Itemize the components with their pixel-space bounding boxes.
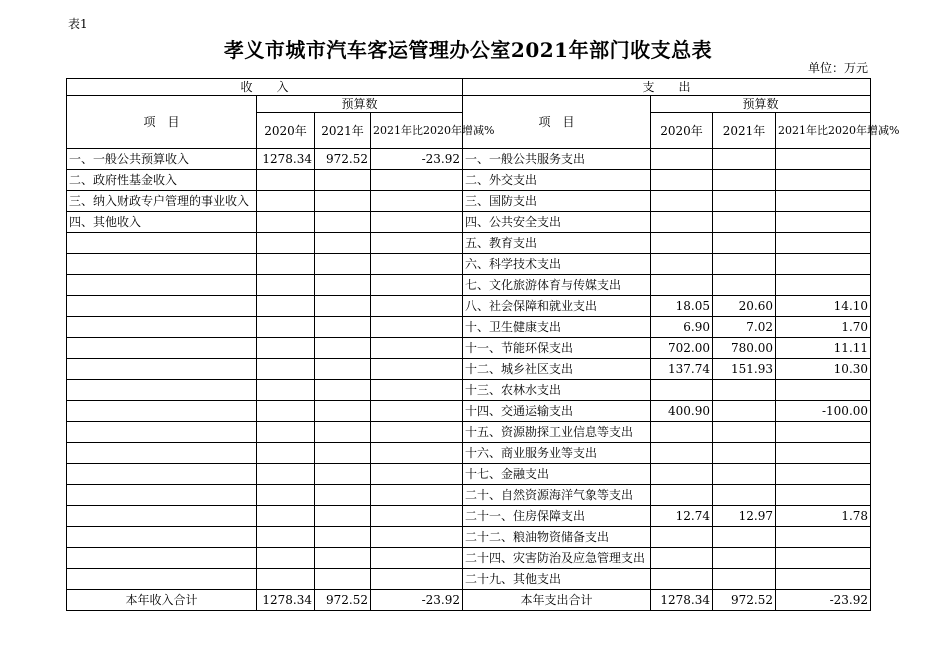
income-2020-cell bbox=[257, 191, 315, 212]
income-2020-cell bbox=[257, 569, 315, 590]
table-row bbox=[67, 527, 871, 548]
expense-2020-cell bbox=[651, 485, 713, 506]
expense-2021-cell bbox=[713, 149, 776, 170]
income-2021-cell bbox=[315, 422, 371, 443]
income-2020-cell bbox=[257, 485, 315, 506]
income-total-label: 本年收入合计 bbox=[67, 590, 257, 611]
expense-2021-cell bbox=[713, 233, 776, 254]
income-item-cell bbox=[67, 296, 257, 317]
expense-item-cell: 二十四、灾害防治及应急管理支出 bbox=[463, 548, 651, 569]
income-2021-cell bbox=[315, 527, 371, 548]
expense-change-cell bbox=[776, 170, 871, 191]
expense-2020-cell bbox=[651, 569, 713, 590]
expense-2021-cell bbox=[713, 485, 776, 506]
income-2020-cell bbox=[257, 443, 315, 464]
table-row bbox=[67, 380, 871, 401]
table-row bbox=[67, 338, 871, 359]
income-change-cell bbox=[371, 296, 463, 317]
expense-2020-cell: 6.90 bbox=[651, 317, 713, 338]
income-total-2020: 1278.34 bbox=[257, 590, 315, 611]
income-2021-cell bbox=[315, 485, 371, 506]
income-item-cell bbox=[67, 527, 257, 548]
totals-row bbox=[67, 590, 871, 611]
income-2020-cell bbox=[257, 212, 315, 233]
income-2020-cell bbox=[257, 296, 315, 317]
income-2021-cell bbox=[315, 233, 371, 254]
income-2021-cell bbox=[315, 170, 371, 191]
expense-change-cell bbox=[776, 422, 871, 443]
expense-2021-cell bbox=[713, 191, 776, 212]
income-change-cell bbox=[371, 380, 463, 401]
expense-item-cell: 三、国防支出 bbox=[463, 191, 651, 212]
income-2020-cell bbox=[257, 380, 315, 401]
income-change-cell bbox=[371, 359, 463, 380]
income-change-cell bbox=[371, 233, 463, 254]
income-2020-cell: 1278.34 bbox=[257, 149, 315, 170]
expense-total-label: 本年支出合计 bbox=[463, 590, 651, 611]
income-item-cell bbox=[67, 548, 257, 569]
expense-item-cell: 一、一般公共服务支出 bbox=[463, 149, 651, 170]
expense-2020-cell bbox=[651, 443, 713, 464]
expense-change-cell: 11.11 bbox=[776, 338, 871, 359]
expense-change-cell bbox=[776, 254, 871, 275]
table-row bbox=[67, 506, 871, 527]
expense-change-cell bbox=[776, 191, 871, 212]
income-item-cell bbox=[67, 254, 257, 275]
income-2021-cell: 972.52 bbox=[315, 149, 371, 170]
expense-2020-cell: 12.74 bbox=[651, 506, 713, 527]
expense-2020-cell bbox=[651, 254, 713, 275]
expense-total-2021: 972.52 bbox=[713, 590, 776, 611]
table-row bbox=[67, 212, 871, 233]
table-row bbox=[67, 170, 871, 191]
income-2021-cell bbox=[315, 338, 371, 359]
table-row bbox=[67, 401, 871, 422]
expense-2021-cell bbox=[713, 401, 776, 422]
table-row bbox=[67, 422, 871, 443]
income-total-2021: 972.52 bbox=[315, 590, 371, 611]
income-item-cell bbox=[67, 506, 257, 527]
income-change-cell bbox=[371, 485, 463, 506]
income-change-cell bbox=[371, 464, 463, 485]
expense-item-cell: 二十一、住房保障支出 bbox=[463, 506, 651, 527]
income-item-cell bbox=[67, 569, 257, 590]
table-row bbox=[67, 296, 871, 317]
table-row bbox=[67, 233, 871, 254]
income-section-header: 收 入 bbox=[67, 79, 463, 96]
expense-2021-cell bbox=[713, 464, 776, 485]
expense-2021-cell: 20.60 bbox=[713, 296, 776, 317]
income-item-cell: 三、纳入财政专户管理的事业收入 bbox=[67, 191, 257, 212]
expense-total-2020: 1278.34 bbox=[651, 590, 713, 611]
expense-item-cell: 六、科学技术支出 bbox=[463, 254, 651, 275]
income-item-cell bbox=[67, 464, 257, 485]
expense-2021-cell: 780.00 bbox=[713, 338, 776, 359]
expense-change-cell bbox=[776, 149, 871, 170]
expense-2020-cell: 702.00 bbox=[651, 338, 713, 359]
income-item-cell bbox=[67, 317, 257, 338]
expense-2020-cell bbox=[651, 422, 713, 443]
expense-change-cell bbox=[776, 275, 871, 296]
income-2020-cell bbox=[257, 254, 315, 275]
expense-change-cell bbox=[776, 485, 871, 506]
expense-item-cell: 二、外交支出 bbox=[463, 170, 651, 191]
expense-2021-header: 2021年 bbox=[713, 113, 776, 149]
expense-2021-cell bbox=[713, 443, 776, 464]
expense-item-cell: 十四、交通运输支出 bbox=[463, 401, 651, 422]
income-total-change: -23.92 bbox=[371, 590, 463, 611]
expense-change-cell bbox=[776, 569, 871, 590]
income-2020-cell bbox=[257, 401, 315, 422]
expense-2020-cell bbox=[651, 191, 713, 212]
income-2021-cell bbox=[315, 296, 371, 317]
income-2020-cell bbox=[257, 548, 315, 569]
expense-2020-cell bbox=[651, 275, 713, 296]
expense-item-cell: 二十、自然资源海洋气象等支出 bbox=[463, 485, 651, 506]
income-2021-cell bbox=[315, 380, 371, 401]
income-2021-cell bbox=[315, 464, 371, 485]
expense-item-cell: 七、文化旅游体育与传媒支出 bbox=[463, 275, 651, 296]
income-item-cell bbox=[67, 422, 257, 443]
income-2020-cell bbox=[257, 359, 315, 380]
expense-2021-cell bbox=[713, 548, 776, 569]
table-row bbox=[67, 485, 871, 506]
expense-item-cell: 五、教育支出 bbox=[463, 233, 651, 254]
income-change-cell bbox=[371, 527, 463, 548]
table-row bbox=[67, 149, 871, 170]
page-title: 孝义市城市汽车客运管理办公室2021年部门收支总表 bbox=[223, 38, 713, 62]
income-2021-cell bbox=[315, 359, 371, 380]
expense-item-cell: 十六、商业服务业等支出 bbox=[463, 443, 651, 464]
table-row bbox=[67, 191, 871, 212]
income-item-cell bbox=[67, 233, 257, 254]
expense-change-cell bbox=[776, 464, 871, 485]
expense-2020-header: 2020年 bbox=[651, 113, 713, 149]
budget-summary-table bbox=[66, 78, 900, 611]
expense-2021-cell: 151.93 bbox=[713, 359, 776, 380]
income-item-cell bbox=[67, 443, 257, 464]
income-2020-cell bbox=[257, 338, 315, 359]
expense-2021-cell bbox=[713, 380, 776, 401]
expense-2021-cell: 12.97 bbox=[713, 506, 776, 527]
expense-item-cell: 二十九、其他支出 bbox=[463, 569, 651, 590]
income-2021-cell bbox=[315, 275, 371, 296]
income-2020-cell bbox=[257, 275, 315, 296]
expense-item-cell: 十一、节能环保支出 bbox=[463, 338, 651, 359]
table-row bbox=[67, 359, 871, 380]
expense-item-cell: 十二、城乡社区支出 bbox=[463, 359, 651, 380]
expense-2021-cell bbox=[713, 569, 776, 590]
income-change-header: 2021年比2020年增减% bbox=[371, 113, 463, 149]
income-item-cell: 四、其他收入 bbox=[67, 212, 257, 233]
income-2021-cell bbox=[315, 191, 371, 212]
expense-change-cell: 1.78 bbox=[776, 506, 871, 527]
income-2020-cell bbox=[257, 422, 315, 443]
table-row bbox=[67, 317, 871, 338]
table-number: 表1 bbox=[68, 17, 88, 31]
unit-label: 单位：万元 bbox=[807, 61, 868, 75]
expense-2020-cell bbox=[651, 170, 713, 191]
income-2020-cell bbox=[257, 506, 315, 527]
expense-2021-cell: 7.02 bbox=[713, 317, 776, 338]
income-item-cell bbox=[67, 401, 257, 422]
expense-change-cell: 10.30 bbox=[776, 359, 871, 380]
expense-2020-cell: 18.05 bbox=[651, 296, 713, 317]
income-change-cell bbox=[371, 569, 463, 590]
table-row bbox=[67, 254, 871, 275]
income-change-cell bbox=[371, 338, 463, 359]
income-change-cell bbox=[371, 506, 463, 527]
income-2021-cell bbox=[315, 569, 371, 590]
expense-change-cell: -100.00 bbox=[776, 401, 871, 422]
income-change-cell bbox=[371, 317, 463, 338]
expense-change-cell bbox=[776, 527, 871, 548]
expense-2020-cell: 137.74 bbox=[651, 359, 713, 380]
income-change-cell bbox=[371, 548, 463, 569]
income-item-cell bbox=[67, 359, 257, 380]
income-change-cell bbox=[371, 422, 463, 443]
expense-2021-cell bbox=[713, 212, 776, 233]
income-change-cell bbox=[371, 443, 463, 464]
income-2021-cell bbox=[315, 254, 371, 275]
income-change-cell bbox=[371, 254, 463, 275]
table-row bbox=[67, 443, 871, 464]
expense-item-cell: 十三、农林水支出 bbox=[463, 380, 651, 401]
expense-2021-cell bbox=[713, 422, 776, 443]
expense-2021-cell bbox=[713, 527, 776, 548]
income-item-cell bbox=[67, 485, 257, 506]
income-item-header: 项 目 bbox=[67, 96, 257, 149]
expense-item-cell: 十五、资源勘探工业信息等支出 bbox=[463, 422, 651, 443]
column-header-row bbox=[67, 96, 871, 113]
expense-change-cell bbox=[776, 233, 871, 254]
expense-change-header: 2021年比2020年增减% bbox=[776, 113, 871, 149]
expense-total-change: -23.92 bbox=[776, 590, 871, 611]
section-header-row bbox=[67, 79, 871, 96]
income-change-cell bbox=[371, 275, 463, 296]
income-item-cell: 二、政府性基金收入 bbox=[67, 170, 257, 191]
expense-2020-cell bbox=[651, 380, 713, 401]
table-row bbox=[67, 275, 871, 296]
income-item-cell bbox=[67, 380, 257, 401]
expense-2020-cell bbox=[651, 548, 713, 569]
income-2021-header: 2021年 bbox=[315, 113, 371, 149]
income-2020-cell bbox=[257, 170, 315, 191]
income-item-cell: 一、一般公共预算收入 bbox=[67, 149, 257, 170]
expense-change-cell bbox=[776, 212, 871, 233]
expense-item-cell: 二十二、粮油物资储备支出 bbox=[463, 527, 651, 548]
income-change-cell bbox=[371, 401, 463, 422]
income-2020-cell bbox=[257, 233, 315, 254]
expense-change-cell: 14.10 bbox=[776, 296, 871, 317]
expense-item-cell: 十七、金融支出 bbox=[463, 464, 651, 485]
expense-change-cell bbox=[776, 548, 871, 569]
expense-budget-header: 预算数 bbox=[651, 96, 871, 113]
expense-2021-cell bbox=[713, 254, 776, 275]
expense-2020-cell bbox=[651, 527, 713, 548]
income-2020-cell bbox=[257, 527, 315, 548]
expense-item-header: 项 目 bbox=[463, 96, 651, 149]
income-2020-cell bbox=[257, 317, 315, 338]
income-2021-cell bbox=[315, 317, 371, 338]
expense-item-cell: 八、社会保障和就业支出 bbox=[463, 296, 651, 317]
income-item-cell bbox=[67, 338, 257, 359]
income-change-cell bbox=[371, 212, 463, 233]
income-2021-cell bbox=[315, 548, 371, 569]
expense-item-cell: 四、公共安全支出 bbox=[463, 212, 651, 233]
expense-change-cell bbox=[776, 380, 871, 401]
income-2021-cell bbox=[315, 443, 371, 464]
income-budget-header: 预算数 bbox=[257, 96, 463, 113]
expense-change-cell bbox=[776, 443, 871, 464]
expense-2020-cell bbox=[651, 212, 713, 233]
expense-2021-cell bbox=[713, 275, 776, 296]
income-2021-cell bbox=[315, 401, 371, 422]
income-2021-cell bbox=[315, 506, 371, 527]
expense-item-cell: 十、卫生健康支出 bbox=[463, 317, 651, 338]
income-2020-cell bbox=[257, 464, 315, 485]
expense-2020-cell bbox=[651, 233, 713, 254]
income-2021-cell bbox=[315, 212, 371, 233]
income-change-cell bbox=[371, 191, 463, 212]
table-row bbox=[67, 464, 871, 485]
income-item-cell bbox=[67, 275, 257, 296]
income-2020-header: 2020年 bbox=[257, 113, 315, 149]
expense-section-header: 支 出 bbox=[463, 79, 871, 96]
table-row bbox=[67, 548, 871, 569]
expense-2020-cell: 400.90 bbox=[651, 401, 713, 422]
expense-2020-cell bbox=[651, 149, 713, 170]
expense-2020-cell bbox=[651, 464, 713, 485]
expense-change-cell: 1.70 bbox=[776, 317, 871, 338]
expense-2021-cell bbox=[713, 170, 776, 191]
income-change-cell: -23.92 bbox=[371, 149, 463, 170]
income-change-cell bbox=[371, 170, 463, 191]
table-row bbox=[67, 569, 871, 590]
